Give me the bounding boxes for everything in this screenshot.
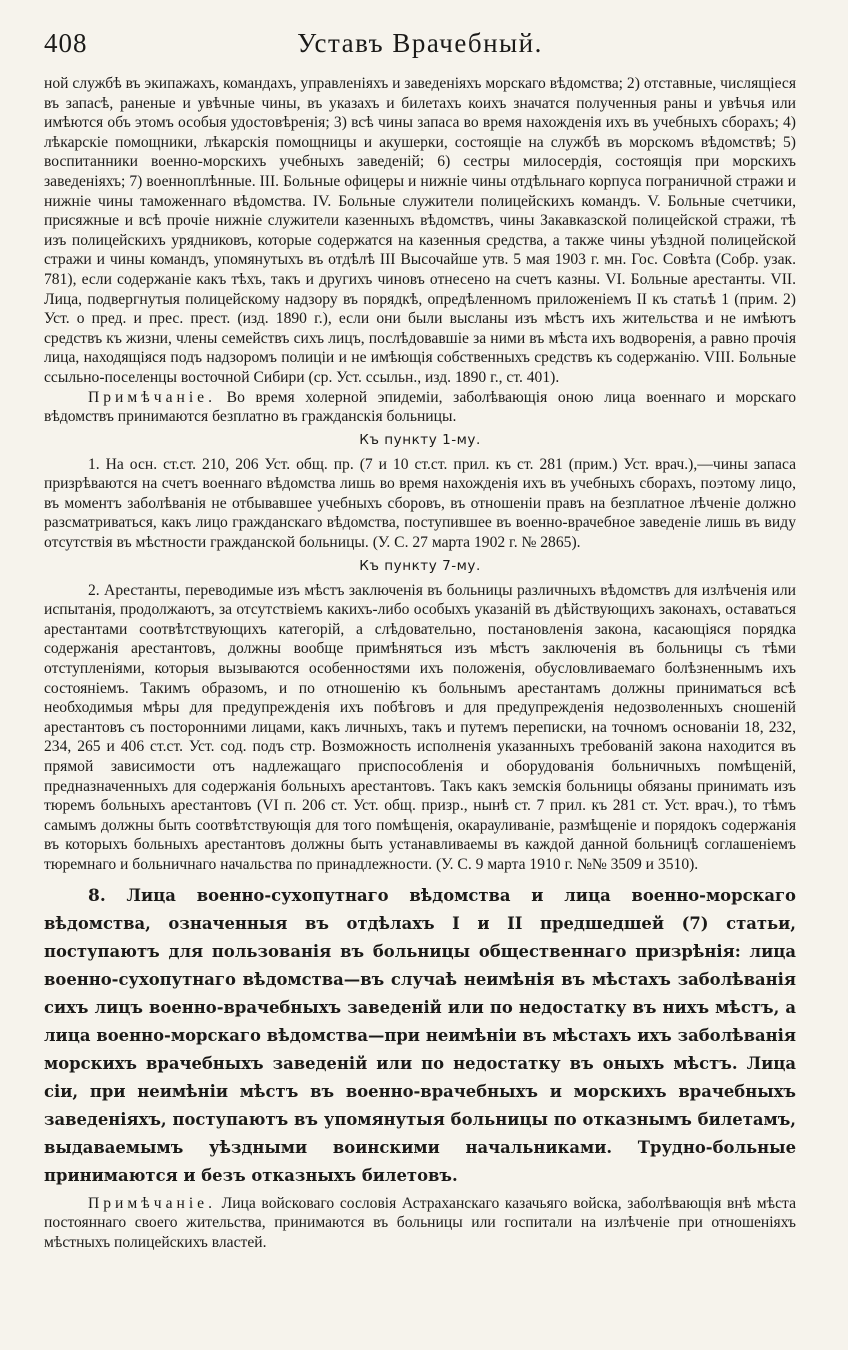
page-header (44, 22, 796, 62)
article-text: Лица военно-сухопутнаго вѣдомства и лица военно-морскаго вѣдомства, означенныя въ отдѣлахъ I и II предшедшей (7) статьи, поступаютъ для пользованія въ больницы общественнаго призрѣнія: лица военно-сухопутнаго вѣдомства—въ случаѣ неимѣнія въ мѣстахъ заболѣванія сихъ лицъ военно-врачебныхъ заведеній или по недостатку въ нихъ мѣстъ, а лица военно-морскаго вѣдомства—при неимѣніи въ мѣстахъ ихъ заболѣванія морскихъ врачебныхъ заведеній или по недостатку въ оныхъ мѣстъ. Лица сіи, при неимѣніи мѣстъ въ военно-врачебныхъ и морскихъ врачебныхъ заведеніяхъ, поступаютъ въ упомянутыя больницы по отказнымъ билетамъ, выдаваемымъ уѣздными воинскими начальниками. Трудно-больные принимаются и безъ отказныхъ билетовъ. (44, 885, 796, 1185)
subheading-point-1: Къ пункту 1-му. (359, 431, 481, 448)
running-title: Уставъ Врачебный. (297, 28, 543, 58)
commentary-2: 2. Арестанты, переводимые изъ мѣстъ заключенія въ больницы различныхъ вѣдомствъ для излѣченія или испытанія, продолжаютъ, за отсутствіемъ какихъ-либо особыхъ указаній въ дѣйствующихъ законахъ, оставаться арестантами соотвѣтствующихъ категорій, а слѣдовательно, постановленія закона, касающіяся порядка содержанія арестантовъ, должны вообще примѣняться изъ мѣстъ заключенія въ больницы съ тѣми отступленіями, которыя вызываются особенностями ихъ положенія, обусловливаемаго болѣзненнымъ ихъ состояніемъ. Такимъ образомъ, и по отношенію къ больнымъ арестантамъ должны приниматься всѣ необходимыя мѣры для предупрежденія ихъ побѣговъ и для предупрежденія недозволенныхъ сношеній арестантовъ съ посторонними лицами, какъ личныхъ, такъ и путемъ переписки, на точномъ основаніи 18, 232, 234, 265 и 406 ст.ст. Уст. сод. подъ стр. Возможность исполненія указанныхъ требованій закона находится въ прямой зависимости отъ надлежащаго приспособленія и оборудованія больничныхъ помѣщеній, предназначенныхъ для содержанія больныхъ арестантовъ. Такъ какъ земскія больницы обязаны принимать изъ тюремъ больныхъ арестантовъ (VI п. 206 ст. Уст. общ. призр., нынѣ ст. 7 прил. къ 281 ст. Уст. врач.), то тѣмъ самымъ должны быть соотвѣтствующія для того помѣщенія, окарауливаніе, размѣщеніе и порядокъ содержанія въ которыхъ больныхъ арестантовъ должны быть устанавливаемы въ каждой данной больницѣ соглашеніемъ тюремнаго и больничнаго начальства по принадлежности. (У. С. 9 марта 1910 г. №№ 3509 и 3510). (44, 581, 796, 873)
note-cholera (44, 388, 796, 427)
note-label: Примѣчаніе. (88, 1194, 216, 1212)
note-astrakhan (44, 1194, 796, 1253)
article-number: 8. (88, 885, 106, 906)
page-number: 408 (44, 28, 88, 58)
note-text: Во время холерной эпидеміи, заболѣвающія оною лица военнаго и морскаго вѣдомствъ принимаются безплатно въ гражданскія больницы. (44, 388, 796, 426)
note-label: Примѣчаніе. (88, 388, 216, 406)
paragraph-continuation: ной службѣ въ экипажахъ, командахъ, управленіяхъ и заведеніяхъ морскаго вѣдомства; 2) отставные, числящіеся въ запасѣ, раненые и увѣчные чины, въ указахъ и билетахъ коихъ значатся полученныя раны и увѣчья или имѣются объ этомъ особыя удостовѣренія; 3) всѣ чины запаса во время нахожденія ихъ въ учебныхъ сборахъ; 4) лѣкарскіе помощники, лѣкарскія помощницы и акушерки, состоящіе на службѣ въ морскомъ вѣдомствѣ; 5) воспитанники военно-морскихъ учебныхъ заведеній; 6) сестры милосердія, состоящія при морскихъ заведеніяхъ; 7) военноплѣнные. III. Больные офицеры и нижніе чины отдѣльнаго корпуса пограничной стражи и нижніе чины таможеннаго вѣдомства. IV. Больные служители полицейскихъ командъ. V. Больные счетчики, присяжные и всѣ прочіе нижніе служители казенныхъ вѣдомствъ, чины Закавказской полицейской стражи, тѣ изъ полицейскихъ урядниковъ, которые содержатся на казенныя средства, а также чины уѣздной полицейской стражи и чины командъ, упомянутыхъ въ отдѣлѣ III Высочайше утв. 5 мая 1903 г. мн. Гос. Совѣта (Собр. узак. 781), если содержаніе какъ тѣхъ, такъ и другихъ чиновъ отнесено на счетъ казны. VI. Больные арестанты. VII. Лица, подвергнутыя полицейскому надзору въ порядкѣ, опредѣленномъ приложеніемъ II къ статьѣ 1 (прим. 2) Уст. о пред. и прес. прест. (изд. 1890 г.), если они были высланы изъ мѣстъ ихъ жительства и не имѣютъ средствъ къ жизни, члены семействъ сихъ лицъ, послѣдовавшіе за ними въ мѣста ихъ водворенія, а равно прочія лица, находящіяся подъ надзоромъ полиціи и не имѣющія собственныхъ средствъ къ содержанію. VIII. Больные ссыльно-поселенцы восточной Сибири (ср. Уст. ссыльн., изд. 1890 г., ст. 401). (44, 75, 796, 386)
page-body (44, 74, 796, 1252)
subheading-point-7: Къ пункту 7-му. (359, 557, 481, 574)
article-8 (44, 882, 796, 1190)
note-text: Лица войсковаго сословія Астраханскаго казачьяго войска, заболѣвающія внѣ мѣста постояннаго своего жительства, принимаются въ больницы или госпитали на излѣченіе при отношеніяхъ мѣстныхъ полицейскихъ властей. (44, 1194, 796, 1251)
commentary-1: 1. На осн. ст.ст. 210, 206 Уст. общ. пр. (7 и 10 ст.ст. прил. къ ст. 281 (прим.) Уст. врач.),—чины запаса призрѣваются на счетъ военнаго вѣдомства лишь во время нахожденія ихъ въ учебныхъ сборахъ, поэтому лицо, въ моментъ заболѣванія не отбывавшее учебныхъ сборовъ, въ отношеніи правъ на безплатное лѣченіе должно разсматриваться, какъ лицо гражданскаго вѣдомства, поступившее въ военно-врачебное заведеніе лишь въ виду отсутствія въ мѣстности гражданской больницы. (У. С. 27 марта 1902 г. № 2865). (44, 455, 796, 552)
